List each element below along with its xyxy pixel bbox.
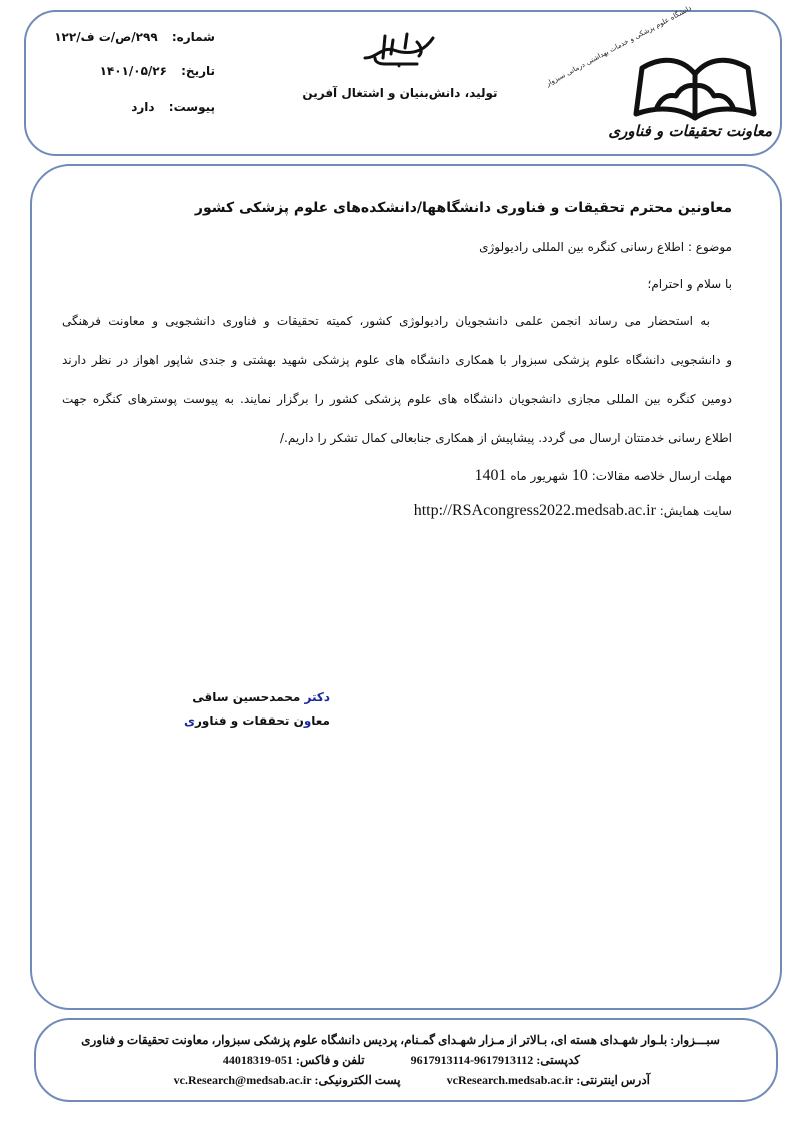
title-part: ی	[183, 714, 195, 728]
phone-value: 051-44018319	[222, 1053, 293, 1067]
deadline-month: شهریور ماه	[510, 469, 569, 483]
addressee: معاونین محترم تحقیقات و فناوری دانشگاهها/دانشکده‌های علوم پزشکی کشور	[194, 200, 732, 216]
signatory-prefix: دکتر	[304, 690, 330, 704]
letter-number	[54, 30, 215, 44]
slogan: تولید، دانش‌بنیان و اشتغال آفرین	[302, 86, 498, 100]
signatory-title	[184, 714, 330, 728]
footer-address: سبـــزوار: بلـوار شهـدای هسته ای، بـالاتر از مـزار شهـدای گمـنام، پردیس دانشگاه علوم پزشکی سبزوار، معاونت تحقیقات و فناوری	[81, 1033, 720, 1047]
bismillah-calligraphy-icon	[355, 28, 445, 68]
phone-label: تلفن و فاکس:	[295, 1053, 365, 1067]
email-link[interactable]: vc.Research@medsab.ac.ir	[173, 1073, 312, 1087]
website-label: سایت همایش:	[659, 504, 732, 518]
web-label: آدرس اینترنتی:	[576, 1073, 650, 1087]
paragraph-line: به استحضار می رساند انجمن علمی دانشجویان رادیولوژی کشور، کمیته تحقیقات و فناوری دانشجویی و معاونت فرهنگی	[62, 314, 710, 328]
paragraph-line: اطلاع رسانی خدمتتان ارسال می گردد. پیشاپیش از همکاری جنابعالی کمال تشکر را داریم./	[279, 431, 732, 445]
subject-label: موضوع :	[687, 240, 732, 254]
deadline-year: 1401	[474, 467, 507, 484]
web-link[interactable]: vcResearch.medsab.ac.ir	[446, 1073, 574, 1087]
postal-label: کدپستی:	[536, 1053, 580, 1067]
letter-attachment-value: دارد	[131, 100, 155, 114]
website-link[interactable]: http://RSAcongress2022.medsab.ac.ir	[413, 502, 656, 519]
letter-attachment-label: پیوست:	[168, 100, 215, 114]
signatory-name-text: محمدحسین ساقی	[192, 690, 301, 704]
subject-text: اطلاع رسانی کنگره بین المللی رادیولوژی	[479, 240, 685, 254]
greeting: با سلام و احترام؛	[647, 277, 732, 291]
deadline-label: مهلت ارسال خلاصه مقالات:	[591, 469, 732, 483]
letter-date	[100, 64, 215, 78]
subject-line	[479, 240, 732, 254]
logo-caption: معاونت تحقیقات و فناوری	[608, 122, 772, 140]
abstract-deadline	[475, 467, 732, 485]
email-label: پست الکترونیکی:	[314, 1073, 401, 1087]
letter-number-label: شماره:	[171, 30, 215, 44]
letter-number-value: ۲۹۹/ص/ت ف/۱۲۲	[54, 30, 158, 44]
conference-website	[414, 502, 732, 520]
title-part: ن تحققات و فناور	[194, 714, 304, 728]
deadline-day: 10	[571, 467, 588, 484]
paragraph-line: دومین کنگره بین المللی مجازی دانشجویان دانشگاه های علوم پزشکی کشور را برگزار نمایند. به پیوست پوسترهای کنگره جهت	[62, 392, 732, 406]
title-part: معا	[311, 714, 330, 728]
letter-date-value: ۱۴۰۱/۰۵/۲۶	[99, 64, 167, 78]
letter-date-label: تاریخ:	[181, 64, 215, 78]
letter-attachment	[131, 100, 215, 114]
postal-value: 9617913112-9617913114	[410, 1053, 534, 1067]
footer-contact	[223, 1053, 580, 1068]
paragraph-line: و دانشجویی دانشگاه علوم پزشکی سبزوار با همکاری دانشگاه های علوم پزشکی شهید بهشتی و جندی شاپور اهواز در نظر دارند	[62, 353, 732, 367]
signatory-name	[192, 690, 330, 704]
footer-online	[174, 1073, 650, 1088]
logo-arc-text: دانشگاه علوم پزشکی و خدمات بهداشتی درمانی سبزوار	[544, 4, 693, 88]
title-part: و	[303, 714, 312, 728]
